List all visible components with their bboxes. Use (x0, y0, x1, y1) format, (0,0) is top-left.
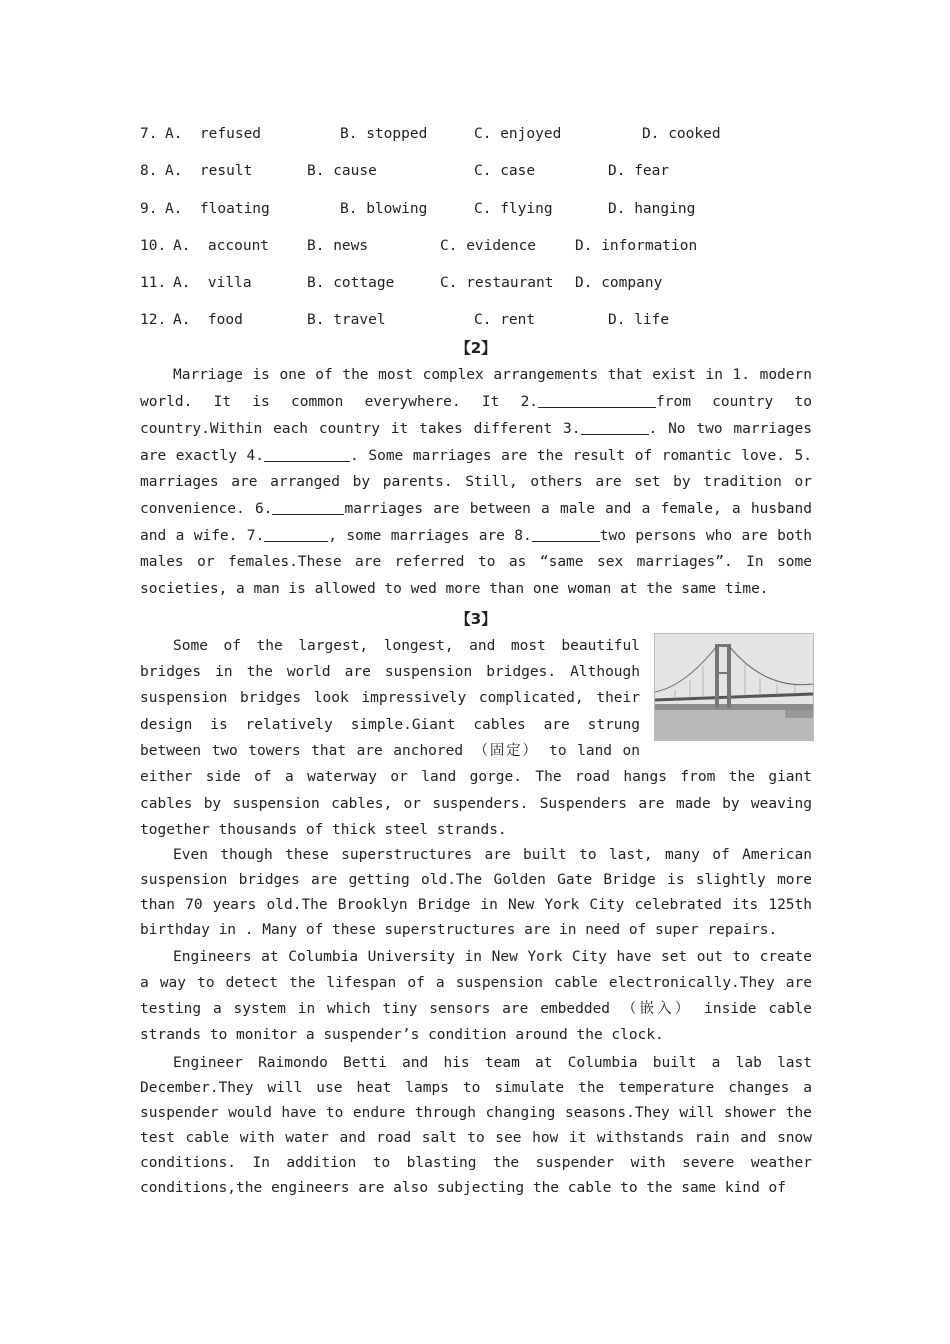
option-row-11: 11. A. villa B. cottage C. restaurant D. company (140, 275, 663, 292)
section-3-paragraph-4: Engineer Raimondo Betti and his team at Columbia built a lab last December.They will use heat lamps to simulate the temperature changes a suspender would have to endure through changing seasons.They will shower the test cable with water and road salt to see how it withstands rain and snow conditions. In addition to blasting the suspender with severe weather conditions,the engineers are also subjecting the cable to the same kind of (140, 1054, 812, 1197)
bridge-photo (654, 633, 814, 741)
option-row-9: 9. A. floating B. blowing C. flying D. hanging (140, 200, 696, 217)
section-3-paragraph-3: Engineers at Columbia University in New York City have set out to create a way to detect the lifespan of a suspension cable electronically.They are testing a system in which tiny sensors are embedded （嵌入） inside cable strands to monitor a suspender’s condition around the clock. (140, 948, 813, 1044)
option-row-7: 7. A. refused B. stopped C. enjoyed D. cooked (140, 126, 721, 142)
option-row-10: 10. A. account B. news C. evidence D. information (140, 237, 698, 254)
section-3-heading: 【3】 (455, 609, 497, 628)
option-row-12: 12. A. food B. travel C. rent D. life (140, 312, 670, 329)
options-list (140, 120, 812, 334)
blank-2 (538, 391, 656, 408)
blank-3 (581, 418, 649, 435)
section-2-paragraph: Marriage is one of the most complex arrangements that exist in 1. modern world. It is common everywhere. It 2. from country to country.Within each country it takes different 3. . No two marriages are exactly 4. . Some marriages are the result of romantic love. 5. marriages are arranged by parents. Still, others are set by tradition or convenience. 6. marriages are between a male and a female, a husband and a wife. 7. , some marriages are 8. two persons who are both males or females.These are referred to as “same sex marriages”. In some societies, a man is allowed to wed more than one woman at the same time. (140, 367, 813, 598)
blank-8 (532, 525, 600, 542)
option-row-8: 8. A. result B. cause C. case D. fear (140, 163, 670, 180)
blank-7 (264, 525, 328, 542)
blank-6 (272, 498, 344, 515)
document-page (140, 120, 812, 1201)
suspension-bridge-image (655, 634, 813, 740)
section-2-heading: 【2】 (455, 339, 497, 358)
blank-4 (264, 445, 350, 462)
section-3-paragraph-2: Even though these superstructures are built to last, many of American suspension bridges are getting old.The Golden Gate Bridge is slightly more than 70 years old.The Brooklyn Bridge in New York City celebrated its 125th birthday in . Many of these superstructures are in need of super repairs. (140, 847, 812, 939)
section-3-paragraph-1: Some of the largest, longest, and most beautiful bridges in the world are suspension bridges. Although suspension bridges look impressively complicated, their design is relatively simple.Giant cables are strung between two towers that are anchored （固定） to land on either side of a waterway or land gorge. The road hangs from the giant cables by suspension cables, or suspenders. Suspenders are made by weaving together thousands of thick steel strands. (140, 637, 812, 838)
